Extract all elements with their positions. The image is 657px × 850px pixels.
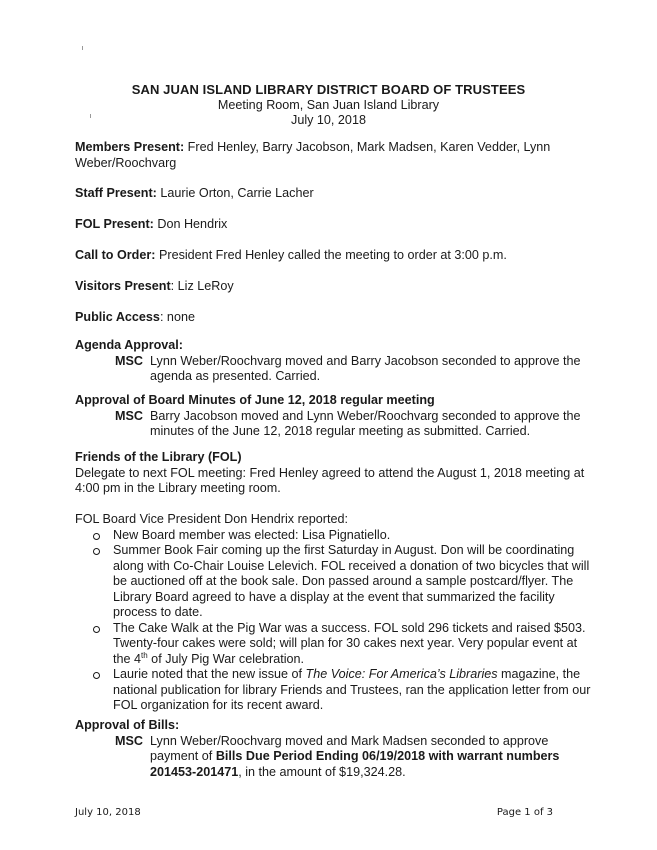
fol-label: FOL Present: [75, 217, 154, 231]
meeting-location: Meeting Room, San Juan Island Library [217, 97, 440, 112]
call-value: President Fred Henley called the meeting to order at 3:00 p.m. [155, 248, 507, 262]
list-item [89, 621, 595, 668]
visitors-label: Visitors Present [75, 279, 171, 293]
minutes-approval [75, 393, 595, 440]
approval-of-bills [75, 718, 595, 780]
board-title: SAN JUAN ISLAND LIBRARY DISTRICT BOARD OF TRUSTEES [131, 82, 526, 97]
bills-amount: , in the amount of $19,324.28. [238, 764, 406, 779]
minutes-heading: Approval of Board Minutes of June 12, 2018 regular meeting [75, 393, 435, 407]
agenda-heading: Agenda Approval: [75, 338, 183, 352]
footer-date: July 10, 2018 [75, 807, 141, 818]
bills-motion [115, 734, 595, 781]
msc-tag: MSC [115, 733, 143, 748]
voice-tail: magazine, the national publication for library Friends and Trustees, ran the application letter from our FOL organization for its recent award. [113, 667, 591, 712]
staff-value: Laurie Orton, Carrie Lacher [156, 186, 314, 200]
friends-heading: Friends of the Library (FOL) [75, 450, 242, 464]
meeting-date: July 10, 2018 [291, 113, 366, 127]
call-label: Call to Order: [75, 248, 156, 262]
public-value: : none [159, 310, 195, 324]
scan-speck [82, 46, 83, 50]
list-item: New Board member was elected: Lisa Pignatiello. [89, 528, 595, 544]
members-value: Fred Henley, Barry Jacobson, Mark Madsen, Karen Vedder, Lynn Weber/Roochvarg [75, 140, 551, 170]
fol-value: Don Hendrix [153, 217, 228, 231]
public-access [75, 310, 595, 326]
bills-period: Bills Due Period Ending 06/19/2018 with warrant numbers 201453-201471 [150, 749, 560, 779]
bills-heading: Approval of Bills: [75, 718, 180, 732]
bills-motion-text [150, 734, 595, 781]
fol-report-intro: FOL Board Vice President Don Hendrix reported: [75, 512, 349, 526]
staff-label: Staff Present: [75, 186, 157, 200]
minutes-motion [115, 409, 595, 440]
staff-present [75, 186, 595, 202]
friends-of-library [75, 450, 595, 497]
fol-report [75, 512, 595, 714]
agenda-motion-text: Lynn Weber/Roochvarg moved and Barry Jacobson seconded to approve the agenda as presented. Carried. [150, 353, 581, 383]
members-label: Members Present: [75, 140, 185, 154]
magazine-title: The Voice: For America’s Libraries [305, 667, 498, 681]
public-label: Public Access [75, 310, 160, 324]
msc-tag: MSC [115, 353, 143, 368]
msc-tag: MSC [115, 408, 143, 423]
document-header [0, 82, 657, 129]
call-to-order [75, 248, 595, 264]
ordinal-suffix: th [141, 650, 148, 660]
minutes-motion-text: Barry Jacobson moved and Lynn Weber/Roochvarg seconded to approve the minutes of the June 12, 2018 regular meeting as submitted. Carried. [150, 408, 581, 438]
list-item [89, 667, 595, 714]
fol-present [75, 217, 595, 233]
cake-walk-tail: of July Pig War celebration. [147, 651, 305, 666]
voice-text: Laurie noted that the new issue of [113, 667, 306, 681]
members-present [75, 140, 595, 171]
visitors-value: : Liz LeRoy [170, 279, 234, 293]
bills-text-start: Lynn Weber/Roochvarg moved and Mark Madsen seconded to approve payment of [150, 733, 549, 763]
cake-walk-text: The Cake Walk at the Pig War was a success. FOL sold 296 tickets and raised $503. Twenty-four cakes were sold; will plan for 30 cakes next year. Very popular event at the 4 [113, 620, 586, 666]
footer-page-number: Page 1 of 3 [496, 807, 553, 818]
visitors-present [75, 279, 595, 295]
agenda-approval [75, 338, 595, 385]
list-item: Summer Book Fair coming up the first Saturday in August. Don will be coordinating along with Co-Chair Louise Lelevich. FOL received a donation of two bicycles that will be auctioned off at the book sale. Don passed around a sample postcard/flyer. The Library Board agreed to have a display at the event that summarized the facility process to date. [89, 543, 595, 621]
fol-report-list [75, 528, 595, 714]
agenda-motion [115, 354, 595, 385]
friends-delegate: Delegate to next FOL meeting: Fred Henley agreed to attend the August 1, 2018 meeting at 4:00 pm in the Library meeting room. [75, 465, 585, 495]
